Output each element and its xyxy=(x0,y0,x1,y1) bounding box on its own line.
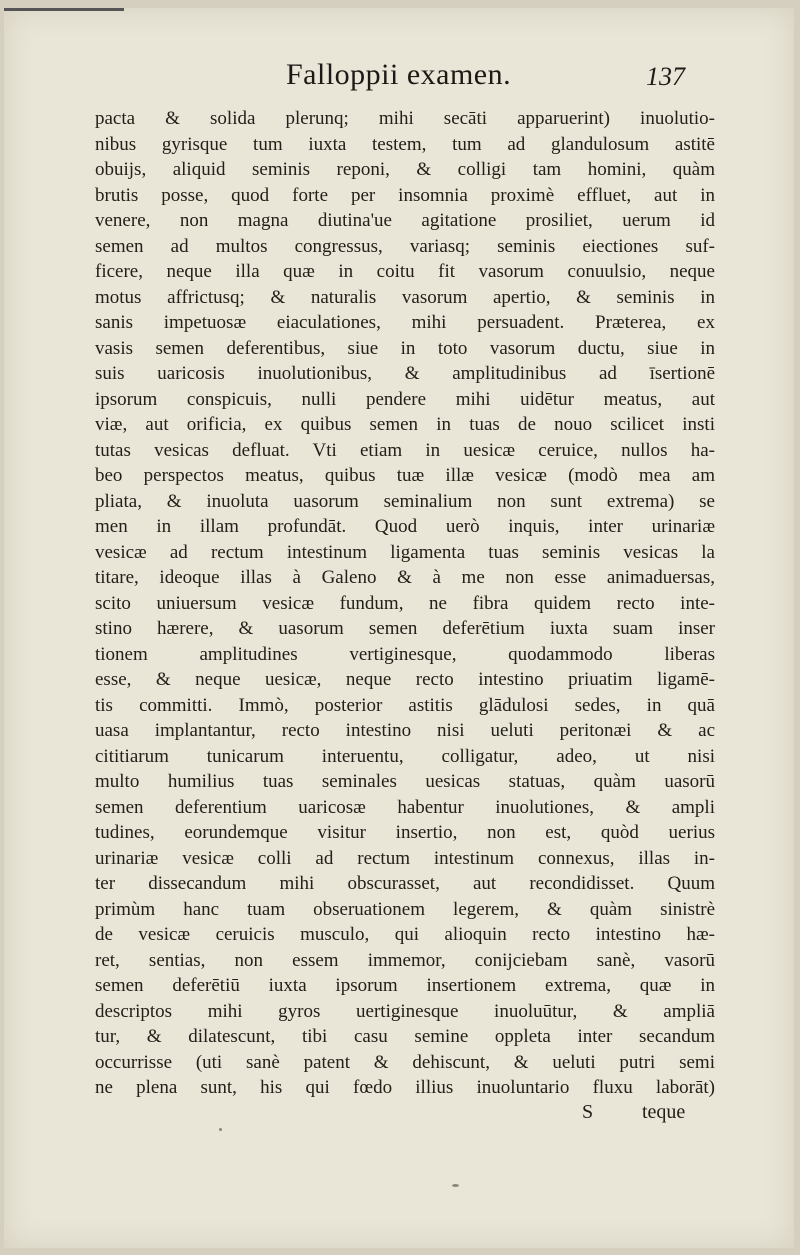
book-page xyxy=(4,8,794,1248)
text-line: brutis posse, quod forte per insomnia proximè effluet, aut in xyxy=(95,184,715,206)
text-line: tionem amplitudines vertiginesque, quodammodo liberas xyxy=(95,643,715,665)
running-title: Falloppii examen. xyxy=(286,58,512,91)
body-text xyxy=(95,106,715,1101)
text-line: ne plena sunt, his qui fœdo illius inuoluntario fluxu laborāt) xyxy=(95,1077,715,1098)
ink-speck xyxy=(219,1128,222,1131)
text-line: tutas vesicas defluat. Vti etiam in uesicæ ceruice, nullos ha- xyxy=(95,439,715,461)
text-line: descriptos mihi gyros uertiginesque inuoluūtur, & ampliā xyxy=(95,1000,715,1022)
text-line: titare, ideoque illas à Galeno & à me non esse animaduersas, xyxy=(95,567,715,588)
page-header xyxy=(4,58,794,98)
page-number: 137 xyxy=(646,62,685,91)
text-line: pacta & solida plerunq; mihi secāti apparuerint) inuolutio- xyxy=(95,108,715,129)
text-line: scito uniuersum vesicæ fundum, ne fibra quidem recto inte- xyxy=(95,592,715,614)
text-line: beo perspectos meatus, quibus tuæ illæ vesicæ (modò mea am xyxy=(95,465,715,486)
top-edge-rule xyxy=(4,8,124,11)
text-line: semen deferentium uaricosæ habentur inuolutiones, & ampli xyxy=(95,796,715,818)
text-line: multo humilius tuas seminales uesicas statuas, quàm uasorū xyxy=(95,771,715,792)
page-footer xyxy=(4,1101,794,1131)
text-line: viæ, aut orificia, ex quibus semen in tuas de nouo scilicet insti xyxy=(95,414,715,435)
text-line: nibus gyrisque tum iuxta testem, tum ad glandulosum astitē xyxy=(95,133,715,155)
text-line: sanis impetuosæ eiaculationes, mihi persuadent. Præterea, ex xyxy=(95,312,715,333)
text-line: suis uaricosis inuolutionibus, & amplitudinibus ad īsertionē xyxy=(95,363,715,384)
text-line: semen deferētiū iuxta ipsorum insertionem extrema, quæ in xyxy=(95,975,715,996)
text-line: stino hærere, & uasorum semen deferētium iuxta suam inser xyxy=(95,618,715,639)
text-line: ter dissecandum mihi obscurasset, aut recondidisset. Quum xyxy=(95,873,715,894)
text-line: de vesicæ ceruicis musculo, qui alioquin recto intestino hæ- xyxy=(95,924,715,945)
text-line: ficere, neque illa quæ in coitu fit vasorum conuulsio, neque xyxy=(95,261,715,282)
catchword: teque xyxy=(642,1101,686,1123)
text-line: urinariæ vesicæ colli ad rectum intestinum connexus, illas in- xyxy=(95,847,715,869)
text-line: ret, sentias, non essem immemor, conijciebam sanè, vasorū xyxy=(95,949,715,971)
text-line: cititiarum tunicarum interuentu, colligatur, adeo, ut nisi xyxy=(95,745,715,767)
text-line: pliata, & inuoluta uasorum seminalium non sunt extrema) se xyxy=(95,490,715,512)
text-line: primùm hanc tuam obseruationem legerem, & quàm sinistrè xyxy=(95,898,715,920)
text-line: tur, & dilatescunt, tibi casu semine oppleta inter secandum xyxy=(95,1026,715,1047)
text-line: uasa implantantur, recto intestino nisi ueluti peritonæi & ac xyxy=(95,720,715,741)
text-line: semen ad multos congressus, variasq; seminis eiectiones suf- xyxy=(95,235,715,257)
text-line: men in illam profundāt. Quod uerò inquis, inter urinariæ xyxy=(95,516,715,537)
signature-mark: S xyxy=(582,1101,594,1123)
text-line: tudines, eorundemque visitur insertio, non est, quòd uerius xyxy=(95,822,715,843)
text-line: vesicæ ad rectum intestinum ligamenta tuas seminis vesicas la xyxy=(95,541,715,563)
text-line: esse, & neque uesicæ, neque recto intestino priuatim ligamē- xyxy=(95,669,715,690)
text-line: obuijs, aliquid seminis reponi, & colligi tam homini, quàm xyxy=(95,159,715,180)
text-line: vasis semen deferentibus, siue in toto vasorum ductu, siue in xyxy=(95,337,715,359)
text-line: occurrisse (uti sanè patent & dehiscunt, & ueluti putri semi xyxy=(95,1051,715,1073)
text-line: tis committi. Immò, posterior astitis glādulosi sedes, in quā xyxy=(95,694,715,716)
text-line: venere, non magna diutina'ue agitatione prosiliet, uerum id xyxy=(95,210,715,231)
ink-speck xyxy=(452,1184,459,1187)
text-line: motus affrictusq; & naturalis vasorum apertio, & seminis in xyxy=(95,286,715,308)
text-line: ipsorum conspicuis, nulli pendere mihi uidētur meatus, aut xyxy=(95,388,715,410)
